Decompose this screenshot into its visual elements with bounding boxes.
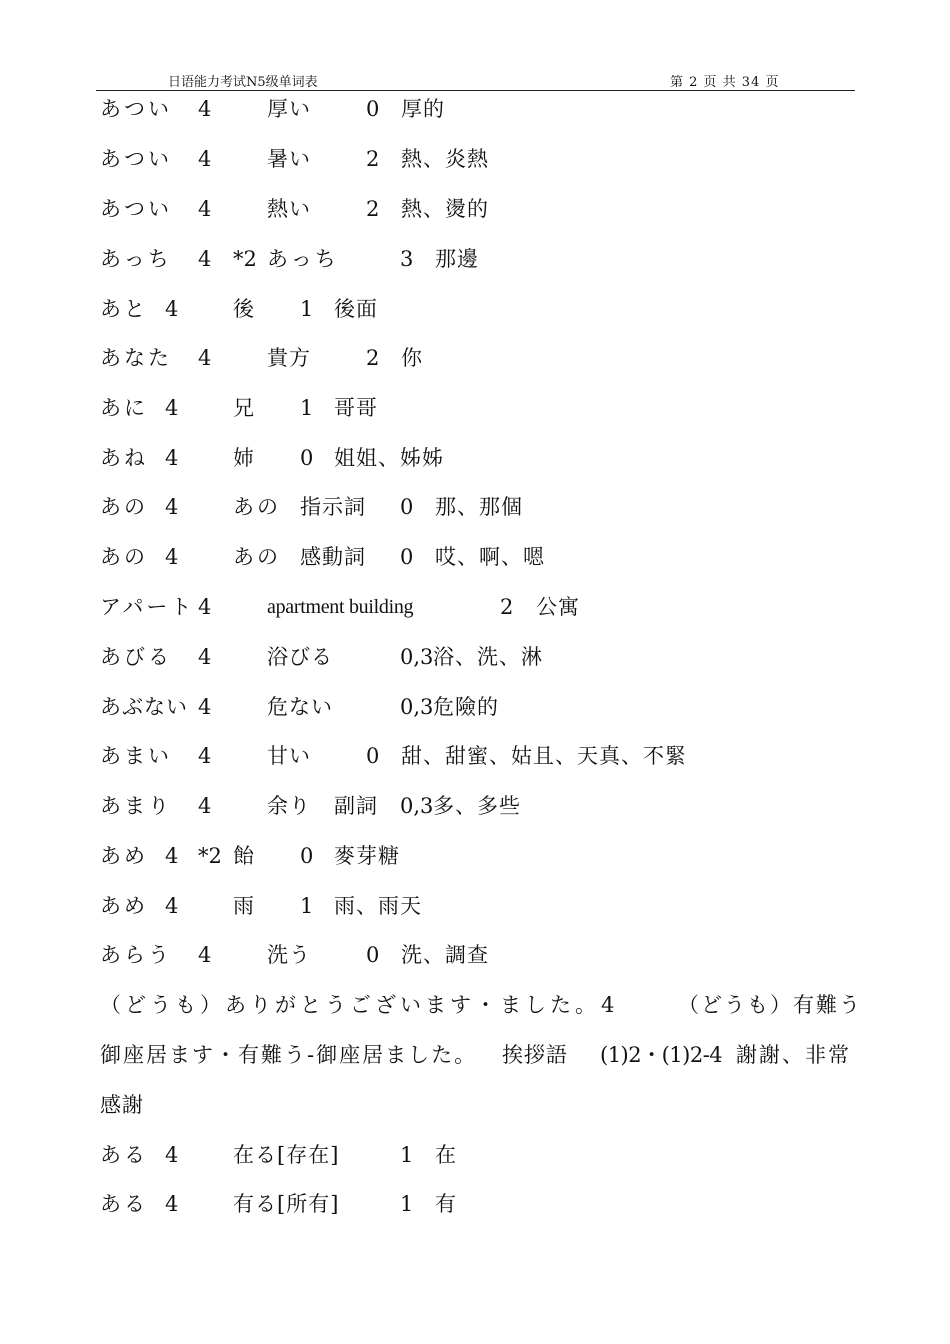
entry-kana: あの — [100, 495, 148, 519]
entry-level: 4 — [198, 346, 212, 370]
entry-level: 4 — [198, 595, 212, 619]
entry-word: あの — [233, 545, 281, 569]
entry-accent: 0 — [366, 744, 380, 768]
vocab-entry — [0, 940, 950, 970]
entry-meaning: 熱、炎熱 — [401, 147, 489, 171]
entry-level: 4 — [165, 844, 179, 868]
entry-accent: 1 — [400, 1192, 414, 1216]
entry-meaning-continued: 感謝 — [100, 1093, 144, 1117]
entry-meaning: 甜、甜蜜、姑且、天真、不緊 — [401, 744, 687, 768]
entry-word: 厚い — [267, 97, 311, 121]
entry-accent: 0 — [300, 446, 314, 470]
entry-accent: 1 — [300, 297, 314, 321]
entry-meaning: 那、那個 — [435, 495, 523, 519]
entry-kana: あらう — [100, 943, 172, 967]
entry-accent: 0 — [400, 495, 414, 519]
entry-accent: 2 — [366, 197, 380, 221]
vocab-entry — [0, 443, 950, 473]
entry-kana: （どうも）ありがとうございます・ました。 — [100, 993, 600, 1017]
vocab-entry — [0, 492, 950, 522]
entry-word: 熱い — [267, 197, 311, 221]
entry-kana: あめ — [100, 844, 148, 868]
entry-accent: 0 — [366, 97, 380, 121]
entry-level: 4 — [198, 744, 212, 768]
entry-meaning: 謝謝、非常 — [736, 1043, 851, 1067]
entry-meaning: 麥芽糖 — [334, 844, 400, 868]
document-title: 日语能力考试N5级单词表 — [168, 75, 318, 90]
entry-level: 4 — [198, 247, 212, 271]
entry-level: 4 — [198, 695, 212, 719]
entry-word: 雨 — [233, 894, 255, 918]
entry-accent: 0,3 — [400, 794, 434, 818]
entry-meaning: 熱、燙的 — [401, 197, 489, 221]
vocab-entry — [0, 542, 950, 572]
entry-kana: あぶない — [100, 695, 188, 719]
entry-kana: あまり — [100, 794, 172, 818]
entry-meaning: 哎、啊、嗯 — [435, 545, 545, 569]
vocab-entry — [0, 741, 950, 771]
entry-kana: あなた — [100, 346, 172, 370]
entry-meaning: 公寓 — [536, 595, 580, 619]
vocab-entry — [0, 1189, 950, 1219]
entry-meaning: 那邊 — [435, 247, 479, 271]
entry-meaning: 姐姐、姊姊 — [334, 446, 444, 470]
entry-word: 危ない — [267, 695, 333, 719]
entry-word: 兄 — [233, 396, 255, 420]
entry-meaning: 洗、調查 — [401, 943, 489, 967]
entry-kana: アパート — [100, 595, 195, 619]
entry-kana: あと — [100, 297, 148, 321]
entry-word: 有る[所有] — [233, 1192, 340, 1216]
entry-word: 浴びる — [267, 645, 333, 669]
entry-accent: 0 — [366, 943, 380, 967]
entry-meaning: 後面 — [334, 297, 378, 321]
entry-kana: あまい — [100, 744, 172, 768]
entry-meaning: 在 — [435, 1143, 457, 1167]
entry-kana: あつい — [100, 147, 172, 171]
entry-word: 貴方 — [267, 346, 311, 370]
entry-word: （どうも）有難う — [678, 993, 862, 1017]
vocab-entry — [0, 343, 950, 373]
entry-pos: 感動詞 — [300, 545, 366, 569]
vocab-entry — [0, 1140, 950, 1170]
entry-accent: 0 — [300, 844, 314, 868]
entry-word: あっち — [267, 247, 339, 271]
entry-mark: *2 — [198, 844, 222, 868]
entry-level: 4 — [165, 1143, 179, 1167]
entry-meaning: 多、多些 — [433, 794, 521, 818]
entry-meaning: 危險的 — [433, 695, 499, 719]
page-number: 第 2 页 共 34 页 — [670, 75, 780, 90]
vocab-entry — [0, 791, 950, 821]
vocab-entry — [0, 393, 950, 423]
entry-accent: 2 — [366, 147, 380, 171]
entry-level: 4 — [165, 396, 179, 420]
vocab-entry — [0, 194, 950, 224]
entry-level: 4 — [601, 993, 615, 1017]
entry-meaning: 你 — [401, 346, 423, 370]
entry-accent: 3 — [400, 247, 414, 271]
entry-word-continued: 御座居ます・有難う-御座居ました。 — [100, 1043, 478, 1067]
vocab-entry — [0, 294, 950, 324]
entry-word: 余り — [267, 794, 311, 818]
entry-accent: 0,3 — [400, 645, 434, 669]
entry-kana: ある — [100, 1143, 148, 1167]
entry-meaning: 浴、洗、淋 — [433, 645, 543, 669]
vocab-entry — [0, 244, 950, 274]
entry-level: 4 — [198, 943, 212, 967]
vocab-entry-long-line-2 — [0, 1040, 950, 1070]
entry-word: あの — [233, 495, 281, 519]
entry-mark: *2 — [233, 247, 257, 271]
entry-level: 4 — [198, 97, 212, 121]
entry-kana: あっち — [100, 247, 172, 271]
entry-meaning: 有 — [435, 1192, 457, 1216]
entry-word: apartment building — [267, 596, 414, 618]
vocab-entry-long-line-1 — [0, 990, 950, 1020]
vocab-entry — [0, 692, 950, 722]
entry-word: 洗う — [267, 943, 311, 967]
vocab-entry — [0, 94, 950, 124]
vocab-entry-long-line-3 — [0, 1090, 950, 1120]
entry-kana: あに — [100, 396, 148, 420]
vocab-entry — [0, 144, 950, 174]
entry-level: 4 — [165, 1192, 179, 1216]
entry-accent: 2 — [500, 595, 514, 619]
entry-level: 4 — [165, 894, 179, 918]
entry-level: 4 — [165, 545, 179, 569]
entry-pos: 指示詞 — [300, 495, 366, 519]
entry-kana: あつい — [100, 97, 172, 121]
entry-accent: 2 — [366, 346, 380, 370]
entry-kana: ある — [100, 1192, 148, 1216]
entry-accent: 0 — [400, 545, 414, 569]
entry-word: 飴 — [233, 844, 255, 868]
entry-accent: 1 — [300, 396, 314, 420]
entry-word: 後 — [233, 297, 255, 321]
entry-accent: 0,3 — [400, 695, 434, 719]
entry-word: 甘い — [267, 744, 311, 768]
entry-level: 4 — [198, 147, 212, 171]
entry-level: 4 — [165, 495, 179, 519]
entry-pos: 挨拶語 — [502, 1043, 568, 1067]
entry-meaning: 厚的 — [401, 97, 445, 121]
entry-level: 4 — [198, 794, 212, 818]
entry-word: 在る[存在] — [233, 1143, 340, 1167]
entry-word: 暑い — [267, 147, 311, 171]
vocab-entry — [0, 841, 950, 871]
entry-accent: (1)2・(1)2-4 — [600, 1043, 723, 1067]
entry-kana: あね — [100, 446, 148, 470]
entry-level: 4 — [198, 197, 212, 221]
vocab-entry — [0, 592, 950, 622]
entry-level: 4 — [165, 446, 179, 470]
entry-meaning: 雨、雨天 — [334, 894, 422, 918]
entry-kana: あの — [100, 545, 148, 569]
vocab-entry — [0, 642, 950, 672]
entry-accent: 1 — [300, 894, 314, 918]
entry-level: 4 — [198, 645, 212, 669]
entry-pos: 副詞 — [334, 794, 378, 818]
entry-kana: あつい — [100, 197, 172, 221]
entry-word: 姉 — [233, 446, 255, 470]
entry-level: 4 — [165, 297, 179, 321]
entry-meaning: 哥哥 — [334, 396, 378, 420]
vocab-entry — [0, 891, 950, 921]
entry-accent: 1 — [400, 1143, 414, 1167]
entry-kana: あめ — [100, 894, 148, 918]
entry-kana: あびる — [100, 645, 172, 669]
